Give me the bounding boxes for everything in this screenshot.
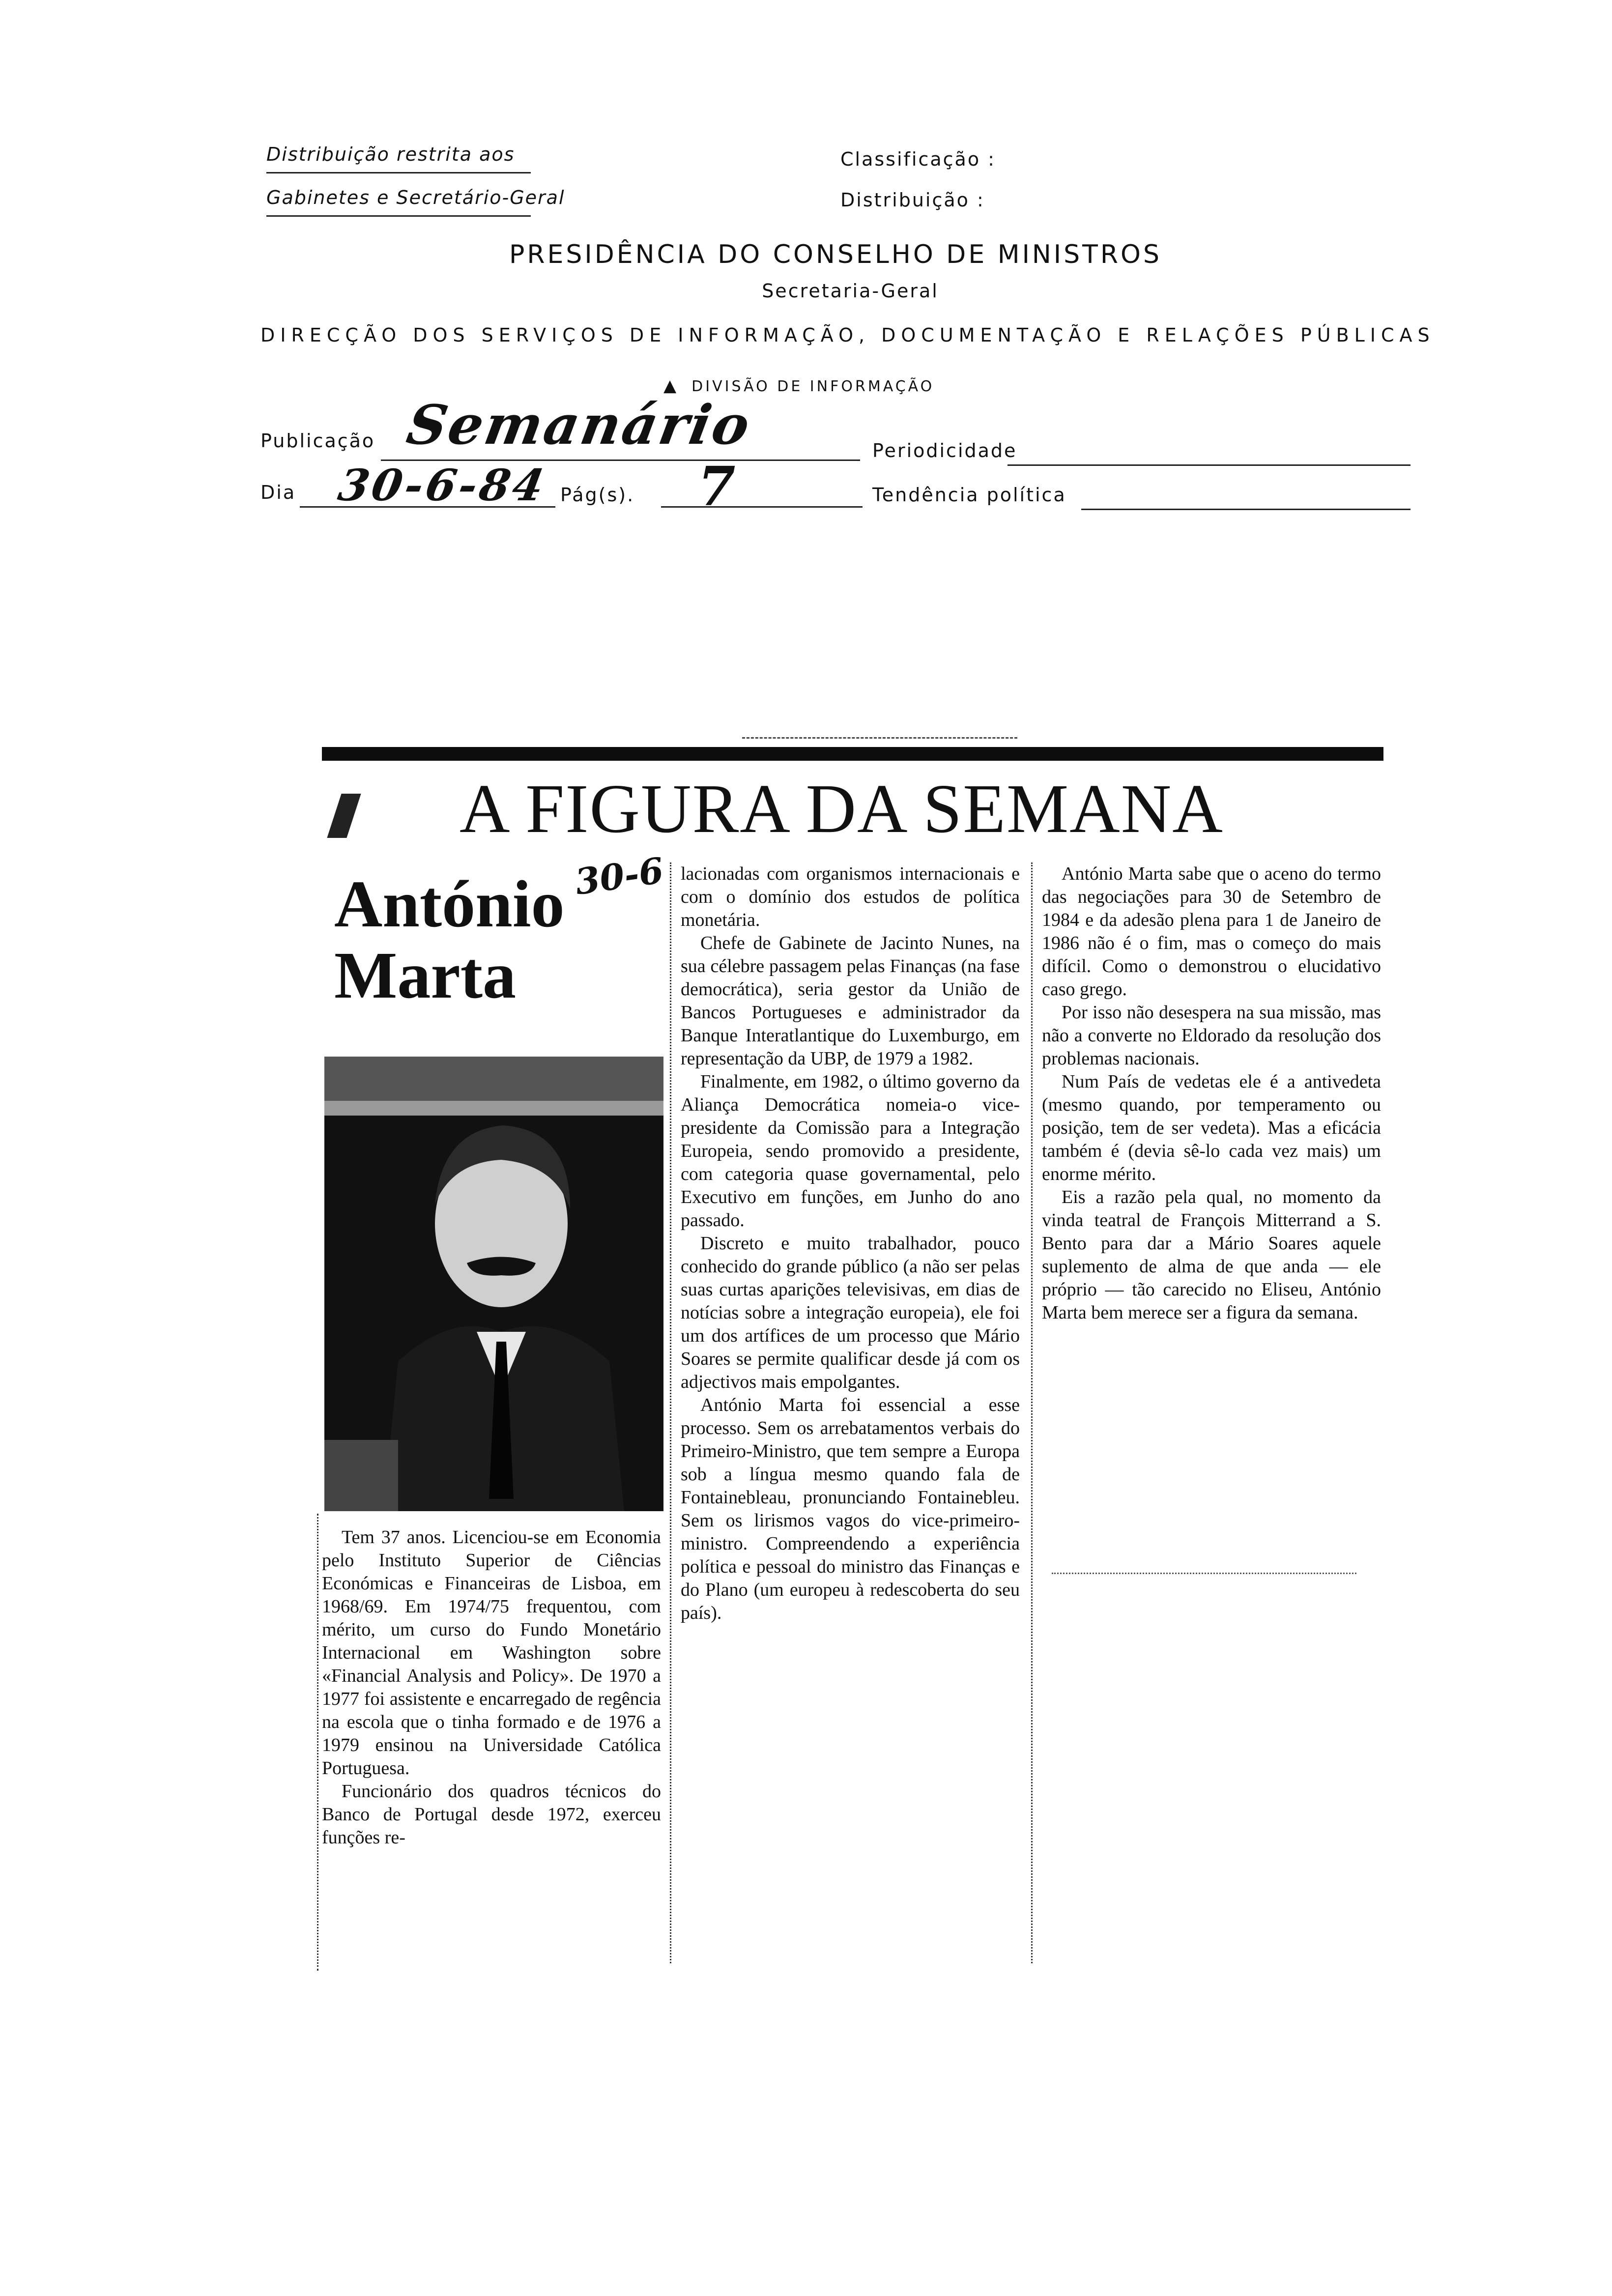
section-title: A FIGURA DA SEMANA	[460, 770, 1224, 847]
portrait-illustration	[324, 1057, 663, 1511]
classificacao-label: Classificação :	[840, 148, 996, 170]
article-column-3	[1042, 862, 1381, 1324]
divider	[266, 215, 531, 217]
publicacao-label: Publicação	[260, 430, 375, 452]
paragraph: Num País de vedetas ele é a antivedeta (mesmo quando, por temperamento ou posição, tem de ser vedeta). Mas a eficácia também é (devia sê-lo cada vez mais) um enorme mérito.	[1042, 1071, 1381, 1184]
paragraph: Por isso não desespera na sua missão, mas não a converte no Eldorado da resolução dos problemas nacionais.	[1042, 1002, 1381, 1069]
distribution-line-2: Gabinetes e Secretário-Geral	[266, 187, 565, 208]
paragraph: António Marta foi essencial a esse processo. Sem os arrebatamentos verbais do Primeiro-Ministro, que tem sempre a Europa sob a língua mesmo quando fala de Fontainebleau, pronunciando Fontainebleu. Sem os lirismos vagos do vice-primeiro-ministro. Compreendendo a experiência política e pessoal do ministro das Finanças e do Plano (um europeu à redescoberta do seu país).	[681, 1395, 1020, 1623]
publicacao-handwritten: Semanário	[402, 393, 756, 457]
pags-label: Pág(s).	[560, 484, 635, 506]
clipping-top-bar	[322, 747, 1383, 761]
paragraph: António Marta sabe que o aceno do termo das negociações para 30 de Setembro de 1984 e da adesão plena para 1 de Janeiro de 1986 não é o fim, mas o começo do mais difícil. Como o demonstrou o elucidativo caso grego.	[1042, 863, 1381, 1000]
paragraph: Tem 37 anos. Licenciou-se em Economia pelo Instituto Superior de Ciências Económicas e Financeiras de Lisboa, em 1968/69. Em 1974/75 frequentou, com mérito, um curso do Fundo Monetário Internacional em Washington sobre «Financial Analysis and Policy». De 1970 a 1977 foi assistente e encarregado de regência na escola que o tinha formado e de 1976 a 1979 ensinou na Universidade Católica Portuguesa.	[322, 1527, 661, 1779]
org-title: PRESIDÊNCIA DO CONSELHO DE MINISTROS	[509, 240, 1162, 269]
tendencia-blank	[1081, 509, 1410, 510]
corner-ornament	[327, 794, 361, 838]
paragraph: Finalmente, em 1982, o último governo da Aliança Democrática nomeia-o vice-presidente da Comissão para a Integração Europeia, sendo promovido a presidente, com categoria quase governamental, pelo Executivo em funções, em Junho do ano passado.	[681, 1071, 1020, 1231]
direction-title: DIRECÇÃO DOS SERVIÇOS DE INFORMAÇÃO, DOCUMENTAÇÃO E RELAÇÕES PÚBLICAS	[260, 324, 1435, 346]
division-label: DIVISÃO DE INFORMAÇÃO	[691, 378, 935, 395]
column-separator	[1031, 862, 1033, 1963]
dia-handwritten: 30-6-84	[334, 459, 551, 511]
paragraph: Chefe de Gabinete de Jacinto Nunes, na sua célebre passagem pelas Finanças (na fase democrática), seria gestor da União de Bancos Portugueses e administrador da Banque Interatlantique do Luxemburgo, em representação da UBP, de 1979 a 1982.	[681, 933, 1020, 1069]
dia-label: Dia	[260, 482, 296, 503]
distribution-line-1: Distribuição restrita aos	[266, 144, 515, 165]
portrait-photo	[324, 1057, 663, 1511]
handwritten-date-note: 30-6	[572, 849, 666, 903]
pags-handwritten: 7	[698, 455, 736, 518]
periodicidade-label: Periodicidade	[872, 440, 1017, 461]
pags-blank	[661, 506, 863, 508]
article-column-1	[322, 1526, 661, 1849]
caret-icon: ▲	[663, 376, 679, 396]
column-separator	[317, 1514, 318, 1971]
tendencia-label: Tendência política	[872, 484, 1066, 506]
paragraph: lacionadas com organismos internacionais e com o domínio dos estudos de política monetária.	[681, 863, 1020, 930]
clipping-top-bar-edge	[742, 737, 1017, 743]
periodicidade-blank	[1008, 464, 1410, 466]
division-title	[663, 376, 934, 396]
person-name-line-1: António	[334, 867, 565, 941]
paragraph: Funcionário dos quadros técnicos do Banco de Portugal desde 1972, exerceu funções re-	[322, 1781, 661, 1848]
distribution-note	[266, 144, 515, 165]
distribuicao-label: Distribuição :	[840, 189, 985, 211]
paragraph: Discreto e muito trabalhador, pouco conhecido do grande público (a não ser pelas suas curtas aparições televisivas, em dias de notícias sobre a integração europeia), ele foi um dos artífices de um processo que Mário Soares se permite qualificar desde já com os adjectivos mais empolgantes.	[681, 1233, 1020, 1392]
clipping-bottom-edge	[1052, 1573, 1356, 1577]
org-subtitle: Secretaria-Geral	[762, 280, 939, 302]
person-name-line-2: Marta	[334, 939, 517, 1012]
article-column-2	[681, 862, 1020, 1625]
divider	[266, 172, 531, 173]
paragraph: Eis a razão pela qual, no momento da vinda teatral de François Mitterrand a S. Bento para dar a Mário Soares aquele suplemento de alma de que anda — ele próprio — tão carecido no Eliseu, António Marta bem merece ser a figura da semana.	[1042, 1187, 1381, 1323]
column-separator	[670, 862, 671, 1963]
